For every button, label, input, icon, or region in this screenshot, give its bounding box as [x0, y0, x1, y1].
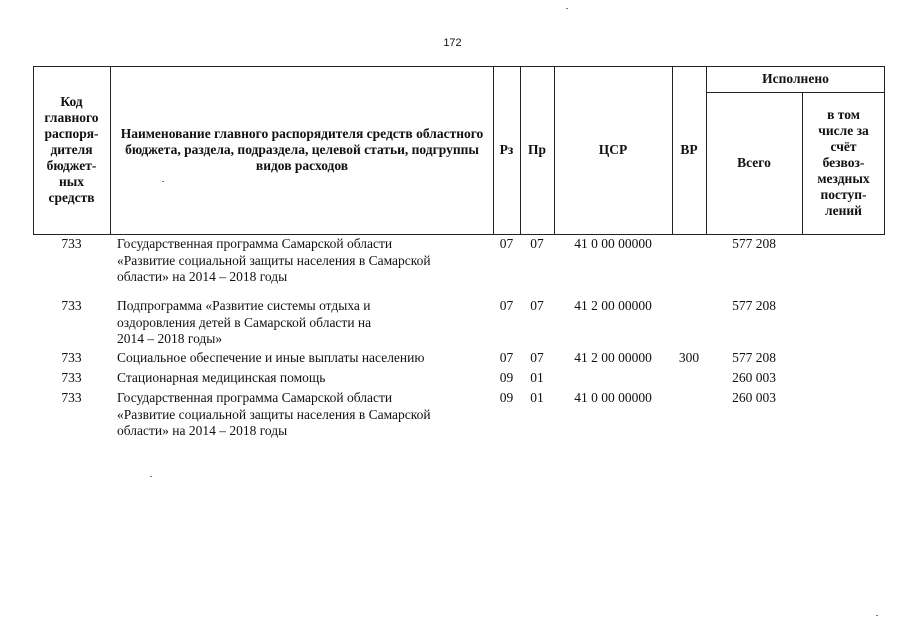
cell-rz: 07: [499, 350, 514, 365]
cell-rz: 09: [499, 390, 514, 405]
header-vr: ВР: [680, 142, 698, 157]
table-body: [33, 236, 885, 442]
cell-total: 260 003: [732, 370, 776, 385]
cell-name: Подпрограмма «Развитие системы отдыха и оздоровления детей в Самарской области на 2014 – 2018 годы»: [117, 298, 372, 346]
table-header: [33, 66, 885, 235]
col-divider: [110, 66, 111, 235]
header-code: Код главного распоря- дителя бюджет- ных средств: [44, 94, 99, 205]
cell-rz: 07: [499, 298, 514, 313]
cell-code: 733: [61, 350, 82, 365]
scan-speck: [876, 615, 878, 616]
header-pr: Пр: [527, 142, 546, 157]
cell-name: Государственная программа Самарской области «Развитие социальной защиты населения в Самарской области» на 2014 – 2018 годы: [117, 236, 431, 284]
header-total: Всего: [737, 155, 771, 170]
header-executed: Исполнено: [762, 71, 829, 86]
cell-total: 577 208: [732, 350, 776, 365]
scan-speck: [566, 8, 568, 9]
table-row: [33, 390, 885, 442]
cell-name: Государственная программа Самарской области «Развитие социальной защиты населения в Самарской области» на 2014 – 2018 годы: [117, 390, 431, 438]
header-name: Наименование главного распорядителя средств областного бюджета, раздела, подраздела, целевой статьи, подгруппы видов расходов: [120, 126, 484, 173]
header-csr: ЦСР: [598, 142, 628, 157]
cell-total: 577 208: [732, 236, 776, 251]
cell-pr: 01: [530, 370, 544, 385]
cell-total: 260 003: [732, 390, 776, 405]
cell-code: 733: [61, 370, 82, 385]
cell-csr: 41 2 00 00000: [574, 350, 652, 365]
cell-csr: 41 0 00 00000: [574, 236, 652, 251]
cell-pr: 07: [530, 298, 544, 313]
scan-speck: [150, 476, 152, 477]
table-row: [33, 370, 885, 390]
cell-vr: 300: [678, 350, 700, 365]
cell-pr: 07: [530, 350, 544, 365]
cell-code: 733: [61, 236, 82, 251]
cell-code: 733: [61, 390, 82, 405]
header-bottom-border: [33, 234, 885, 235]
cell-rz: 07: [499, 236, 514, 251]
header-free-receipts: в том числе за счёт безвоз- мездных поступ- лений: [817, 107, 870, 218]
table-row: [33, 298, 885, 350]
page-number: 172: [443, 37, 462, 49]
cell-name: Стационарная медицинская помощь: [117, 370, 326, 385]
cell-rz: 09: [499, 370, 514, 385]
table-row: [33, 236, 885, 298]
cell-code: 733: [61, 298, 82, 313]
cell-total: 577 208: [732, 298, 776, 313]
cell-csr: 41 0 00 00000: [574, 390, 652, 405]
scan-speck: [162, 181, 164, 182]
cell-name: Социальное обеспечение и иные выплаты населению: [117, 350, 425, 365]
table-row: [33, 350, 885, 370]
cell-pr: 07: [530, 236, 544, 251]
cell-csr: 41 2 00 00000: [574, 298, 652, 313]
cell-pr: 01: [530, 390, 544, 405]
header-rz: Рз: [499, 142, 514, 157]
